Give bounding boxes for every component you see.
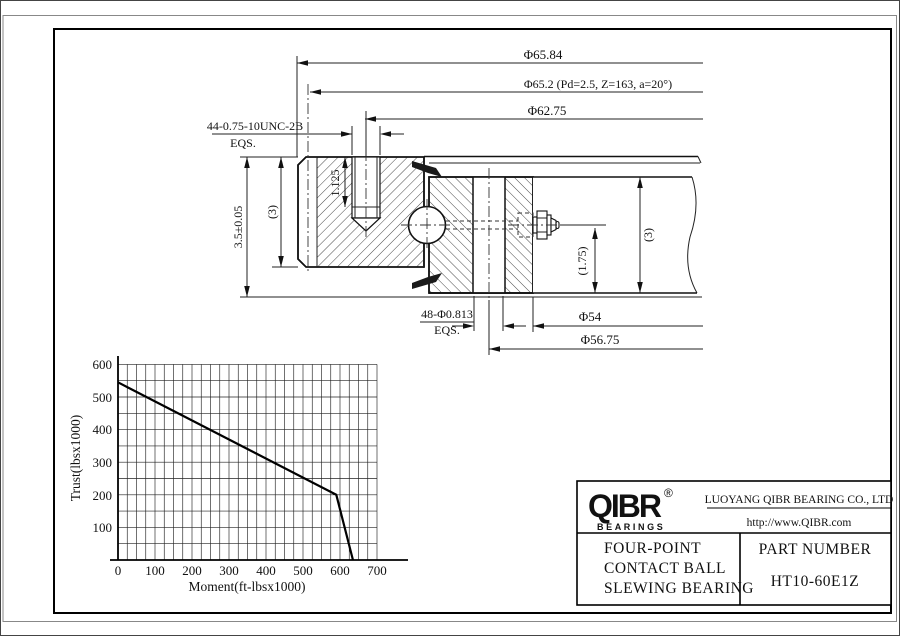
outer-ring-section (429, 177, 533, 293)
x-axis-label: Moment(ft-lbsx1000) (188, 579, 306, 594)
y-tick: 200 (92, 488, 112, 503)
company-website: http://www.QIBR.com (746, 517, 852, 529)
x-tick-labels (115, 563, 387, 578)
y-tick: 100 (92, 520, 112, 535)
x-tick: 500 (293, 563, 313, 578)
y-tick: 500 (92, 390, 112, 405)
x-tick: 300 (219, 563, 239, 578)
dim-tip-diameter: Φ65.84 (523, 47, 563, 62)
part-number-label: PART NUMBER (758, 541, 872, 558)
product-line-3: SLEWING BEARING (604, 580, 754, 597)
dim-thread-depth: 1.125 (328, 169, 342, 197)
company-name: LUOYANG QIBR BEARING CO., LTD (704, 494, 894, 506)
y-tick: 400 (92, 422, 112, 437)
product-line-1: FOUR-POINT (604, 540, 702, 557)
dim-mount-eqs: EQS. (434, 323, 460, 337)
chart-grid (118, 364, 377, 560)
dim-pitch-note: Φ65.2 (Pd=2.5, Z=163, a=20°) (523, 77, 673, 91)
x-tick: 200 (182, 563, 202, 578)
x-tick: 400 (256, 563, 276, 578)
x-tick: 100 (145, 563, 165, 578)
y-tick: 600 (92, 357, 112, 372)
x-tick: 600 (330, 563, 350, 578)
load-chart (68, 356, 408, 594)
dim-overall-height: 3.5±0.05 (231, 205, 245, 249)
y-tick: 300 (92, 455, 112, 470)
x-tick: 700 (367, 563, 387, 578)
product-line-2: CONTACT BALL (604, 560, 727, 577)
dim-grease-height: (1.75) (575, 246, 589, 276)
dim-thread-spec: 44-0.75-10UNC-2B (206, 119, 304, 133)
dim-dia-54: Φ54 (578, 309, 602, 324)
bearing-cross-section (240, 84, 702, 300)
logo-text: QIBR (588, 488, 660, 524)
dim-outer-ring-height: (3) (641, 228, 655, 242)
dim-mount-holes: 48-Φ0.813 (421, 307, 473, 321)
load-curve (118, 382, 353, 560)
x-tick: 0 (114, 563, 122, 578)
dim-thread-eqs: EQS. (230, 136, 256, 150)
registered-mark: ® (664, 486, 673, 500)
dim-root-diameter: Φ62.75 (527, 103, 567, 118)
dim-inner-ring-height: (3) (265, 205, 279, 219)
y-tick-labels (93, 357, 113, 535)
logo-subtext: BEARINGS (597, 522, 666, 532)
dim-bolt-circle: Φ56.75 (580, 332, 620, 347)
title-block (577, 481, 893, 605)
y-axis-label: Trust(lbsx1000) (68, 414, 83, 502)
part-number-value: HT10-60E1Z (770, 573, 860, 590)
